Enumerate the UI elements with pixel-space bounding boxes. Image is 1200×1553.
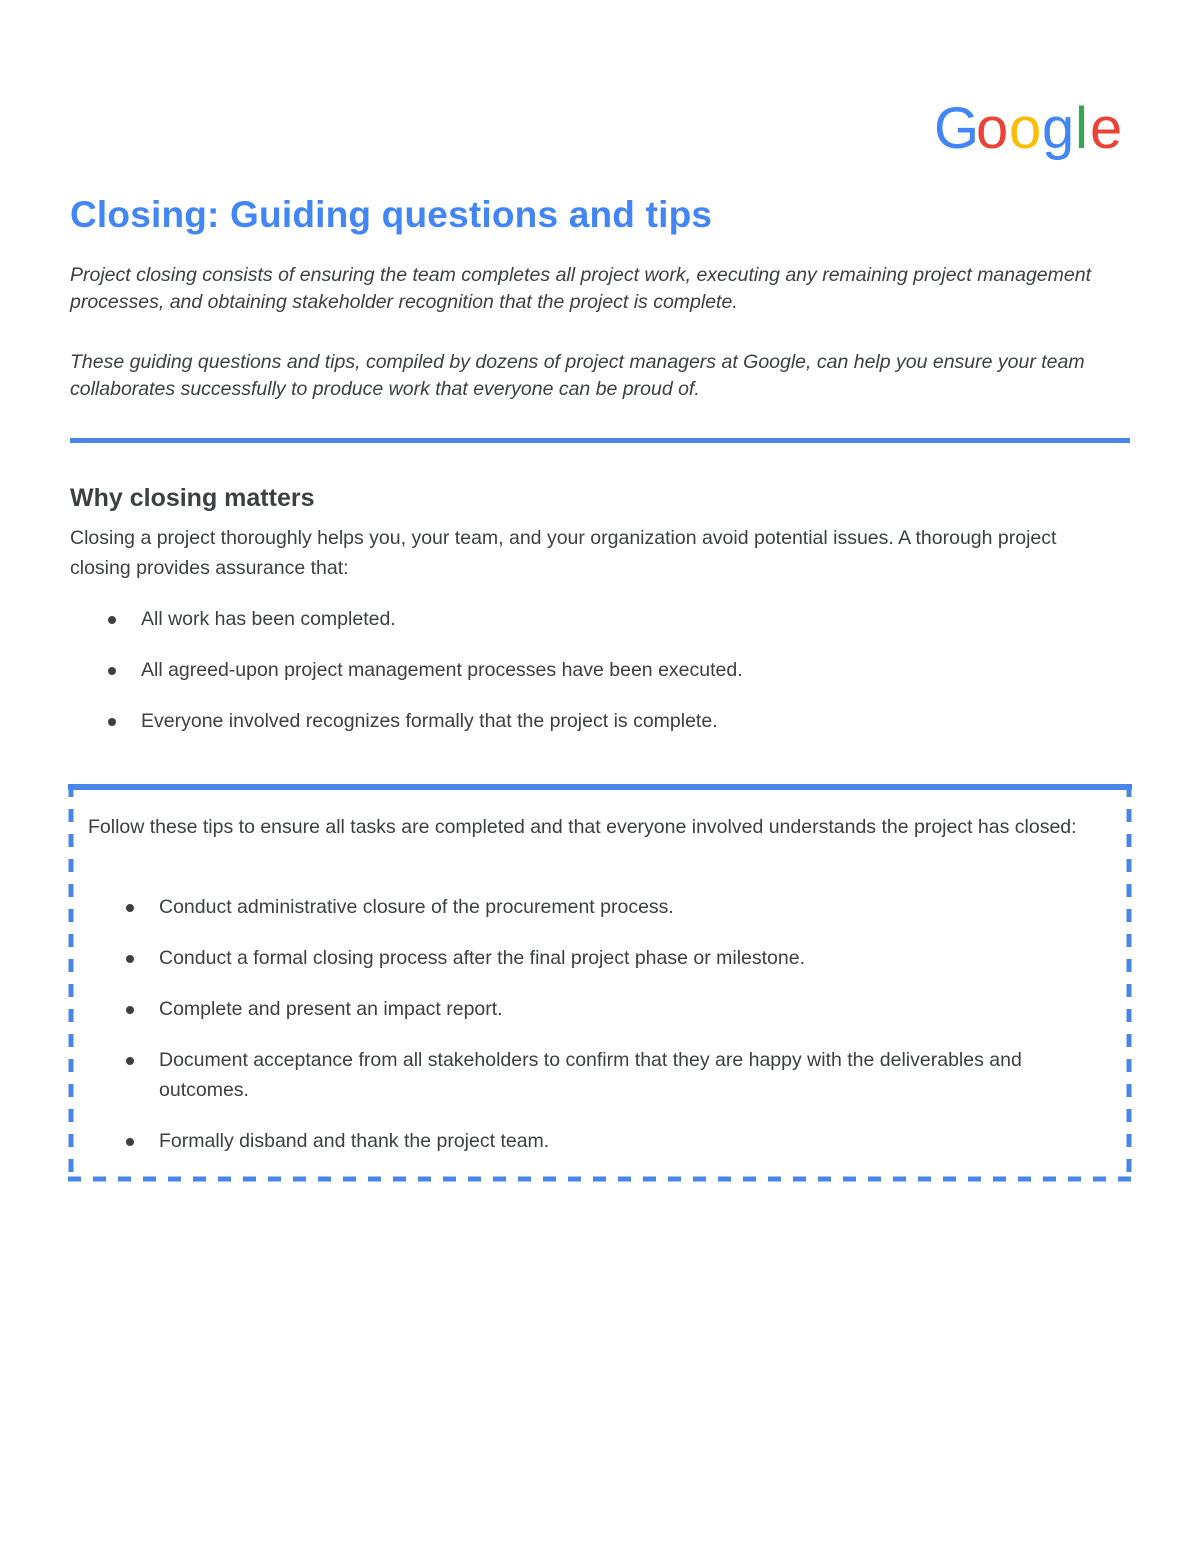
- section-divider: [70, 438, 1130, 443]
- logo-letter-e: e: [1090, 96, 1123, 161]
- bullet-icon: [126, 1138, 134, 1146]
- list-item: [141, 706, 1121, 736]
- logo-letter-o: o: [976, 96, 1009, 161]
- section-heading: Why closing matters: [70, 484, 315, 512]
- google-logo: [932, 86, 1132, 166]
- list-item-text: Complete and present an impact report.: [159, 998, 503, 1020]
- intro-paragraph: These guiding questions and tips, compiled by dozens of project managers at Google, can help you ensure your team collaborates successfully to produce work that everyone can be proud of.: [70, 351, 1085, 400]
- bullet-icon: [126, 1006, 134, 1014]
- why-closing-list: [141, 604, 1121, 757]
- bullet-icon: [126, 955, 134, 963]
- list-item: [159, 1045, 1109, 1105]
- list-item-text: Document acceptance from all stakeholders to confirm that they are happy with the deliverables and outcomes.: [159, 1049, 1022, 1101]
- intro-paragraph: Project closing consists of ensuring the team completes all project work, executing any remaining project management processes, and obtaining stakeholder recognition that the project is complete.: [70, 264, 1092, 313]
- list-item: [159, 892, 1109, 922]
- bullet-icon: [126, 1057, 134, 1065]
- bullet-icon: [108, 667, 116, 675]
- bullet-icon: [108, 718, 116, 726]
- logo-letter-l: l: [1075, 96, 1088, 161]
- tips-list: [159, 892, 1109, 1177]
- page-title: Closing: Guiding questions and tips: [70, 194, 713, 235]
- logo-letter-o: o: [1009, 96, 1042, 161]
- list-item-text: All work has been completed.: [141, 608, 396, 630]
- bullet-icon: [126, 904, 134, 912]
- list-item-text: All agreed-upon project management processes have been executed.: [141, 659, 743, 681]
- logo-letter-g: G: [934, 96, 980, 161]
- list-item-text: Conduct a formal closing process after the final project phase or milestone.: [159, 947, 805, 969]
- google-logo-wordmark: [932, 86, 1132, 166]
- list-item-text: Everyone involved recognizes formally that the project is complete.: [141, 710, 718, 732]
- list-item-text: Conduct administrative closure of the procurement process.: [159, 896, 674, 918]
- list-item: [159, 1126, 1109, 1156]
- list-item: [141, 604, 1121, 634]
- section-body: Closing a project thoroughly helps you, your team, and your organization avoid potential issues. A thorough project closing provides assurance that:: [70, 527, 1057, 579]
- list-item: [141, 655, 1121, 685]
- tips-intro: Follow these tips to ensure all tasks are completed and that everyone involved understands the project has closed:: [88, 816, 1077, 838]
- bullet-icon: [108, 616, 116, 624]
- tips-callout-box: [68, 784, 1132, 1182]
- list-item: [159, 994, 1109, 1024]
- list-item: [159, 943, 1109, 973]
- list-item-text: Formally disband and thank the project team.: [159, 1130, 550, 1152]
- logo-letter-g: g: [1042, 96, 1075, 161]
